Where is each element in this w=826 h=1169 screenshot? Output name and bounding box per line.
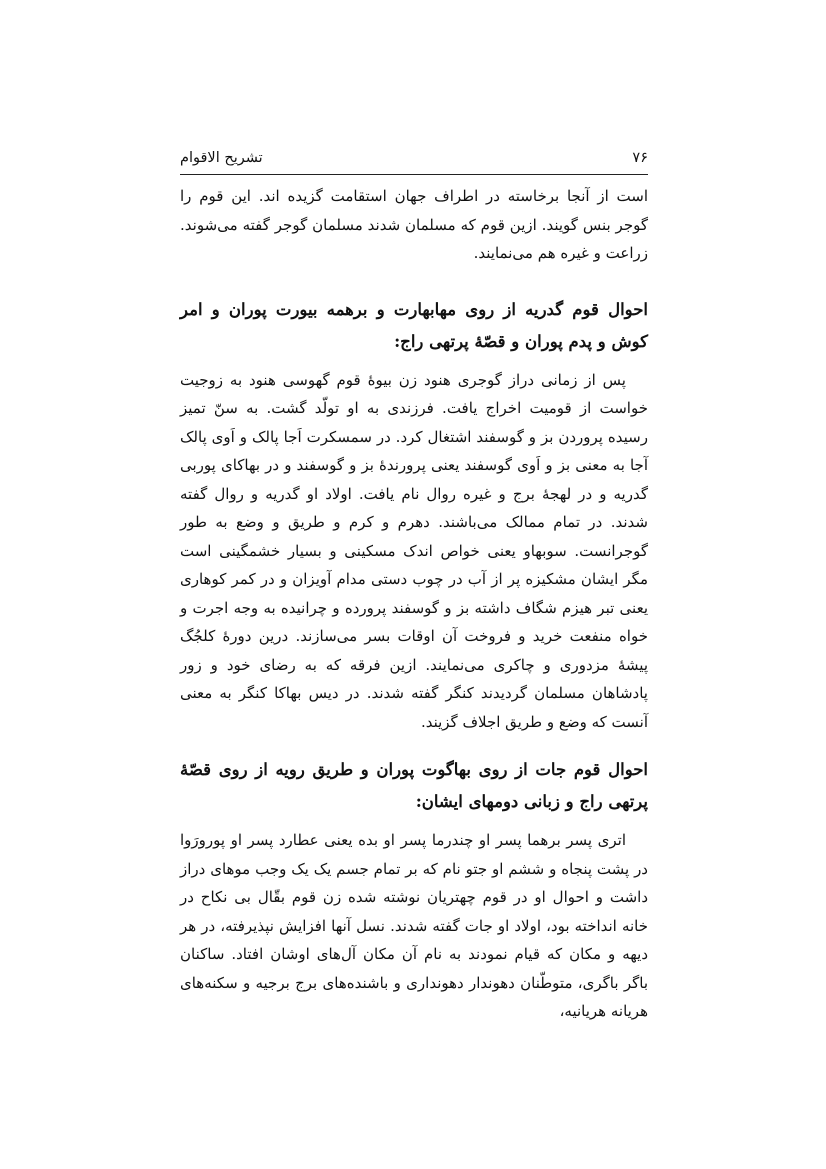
paragraph-1: است از آنجا برخاسته در اطراف جهان استقامت گزیده اند. این قوم را گوجر بنس گویند. ازین قوم که مسلمان شدند مسلمان گوجر گفته می‌شوند. زراعت و غیره هم می‌نمایند. (180, 187, 648, 262)
section-heading-gadariya: احوال قوم گدریه از روی مهابهارت و برهمه بیورت پوران و امر کوش و پدم پوران و قصّهٔ پرتهی راج: (180, 299, 648, 351)
header-rule (180, 174, 648, 175)
page-number: ۷۶ (632, 150, 648, 166)
running-header (180, 146, 648, 172)
section-heading-jat: احوال قوم جات از روی بهاگوت پوران و طریق رویه از روی قصّهٔ پرتهی راج و زبانی دومهای ایشان: (180, 760, 648, 811)
paragraph-3: اتری پسر برهما پسر او چندرما پسر او بده یعنی عطارد پسر او پورورَوا در پشت پنجاه و ششم او جتو نام که بر تمام جسم یک یک وجب موهای دراز داشت و احوال او در قوم چهتریان نوشته شده زن قوم بقّال بی نکاح در خانه انداخته بود، اولاد او جات گفته شدند. نسل آنها افزایش نپذیرفته، در هر دیهه و مکان که قیام نمودند به نام آن مکان آل‌های اوشان افتاد. ساکنان باگر باگری، متوطّنان دهوندار دهونداری و باشنده‌های برج برجیه و سکنه‌های هریانه هریانیه، (180, 831, 649, 1020)
paragraph-2: پس از زمانی دراز گوجری هنود زن بیوهٔ قوم گهوسی هنود به زوجیت خواست از قومیت اخراج یافت. فرزندی به او تولّد گشت. به سنّ تمیز رسیده پروردن بز و گوسفند اشتغال کرد. در سمسکرت اَجا پالک و اَوی پالک آجا به معنی بز و اَوی گوسفند یعنی پرورندهٔ بز و گوسفند و در بهاکای پوربی گدریه و در لهجهٔ برج و غیره روال نام یافت. اولاد او گدریه و روال گفته شدند. در تمام ممالک می‌باشند. دهرم و کرم و طریق و وضع به طور گوجرانست. سوبهاو یعنی خواص اندک مسکینی و بسیار خشمگینی است مگر ایشان مشکیزه پر از آب در چوب دستی مدام آویزان و در کمر کوهاری یعنی تبر هیزم شگاف داشته بز و گوسفند پرورده و چرانیده به وجه اجرت و خواه منفعت خرید و فروخت آن اوقات بسر می‌سازند. درین دورهٔ کلجُگ پیشهٔ مزدوری و چاکری می‌نمایند. ازین فرقه که به رضای خود و زور پادشاهان مسلمان گردیدند کنگر گفته شدند. در دیس بهاکا کنگر به معنی آنست که وضع و طریق اجلاف گزیند. (180, 370, 649, 731)
book-title: تشریح الاقوام (180, 150, 263, 166)
body-text (180, 182, 648, 1026)
